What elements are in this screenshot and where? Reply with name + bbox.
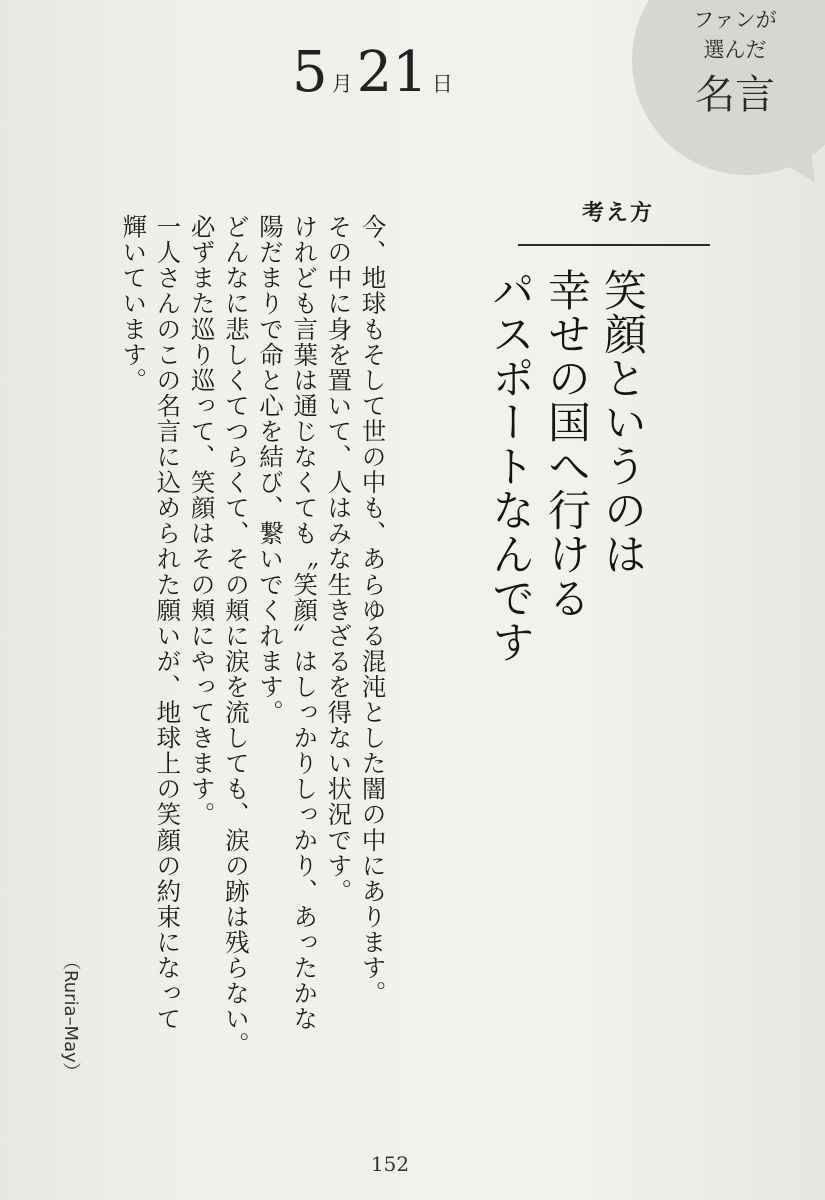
date-header [292,40,457,105]
commentary-line: けれども言葉は通じなくても〝笑顔〟はしっかりしっかり、あったかな [290,214,320,1032]
page-number: 152 [370,1152,410,1176]
quote-line: 笑顔というのは [597,268,647,576]
commentary-line: 一人さんのこの名言に込められた願いが、地球上の笑顔の約束になって [153,214,183,1032]
commentary-line: どんなに悲しくてつらくて、その頬に涙を流しても、涙の跡は残らない。 [221,214,251,1058]
date-month-unit: 月 [331,72,353,96]
fan-choice-badge-text [660,5,810,121]
quote-line: 幸せの国へ行ける [541,268,591,620]
quote-line: パスポートなんです [485,268,535,664]
date-month: 5 [292,40,328,105]
commentary-line: その中に身を置いて、人はみな生きざるを得ない状況です。 [324,214,354,904]
featured-quote [482,268,650,688]
section-heading: 考え方 [581,201,654,226]
badge-line-2: 選んだ [703,38,767,62]
commentary-line: 今、地球もそして世の中も、あらゆる混沌とした闇の中にあります。 [358,214,388,1007]
commentary-line: 輝いています。 [119,214,149,393]
date-day: 21 [356,40,428,105]
author-credit: （Ruria–May） [60,952,81,1081]
badge-line-1: ファンが [693,8,777,32]
date-day-unit: 日 [431,72,453,96]
heading-underline [518,244,710,246]
commentary-line: 陽だまりで命と心を結び、繋いでくれます。 [256,214,286,725]
commentary-text [116,214,390,1074]
commentary-line: 必ずまた巡り巡って、笑顔はその頬にやってきます。 [187,214,217,828]
badge-line-3: 名言 [695,72,775,118]
